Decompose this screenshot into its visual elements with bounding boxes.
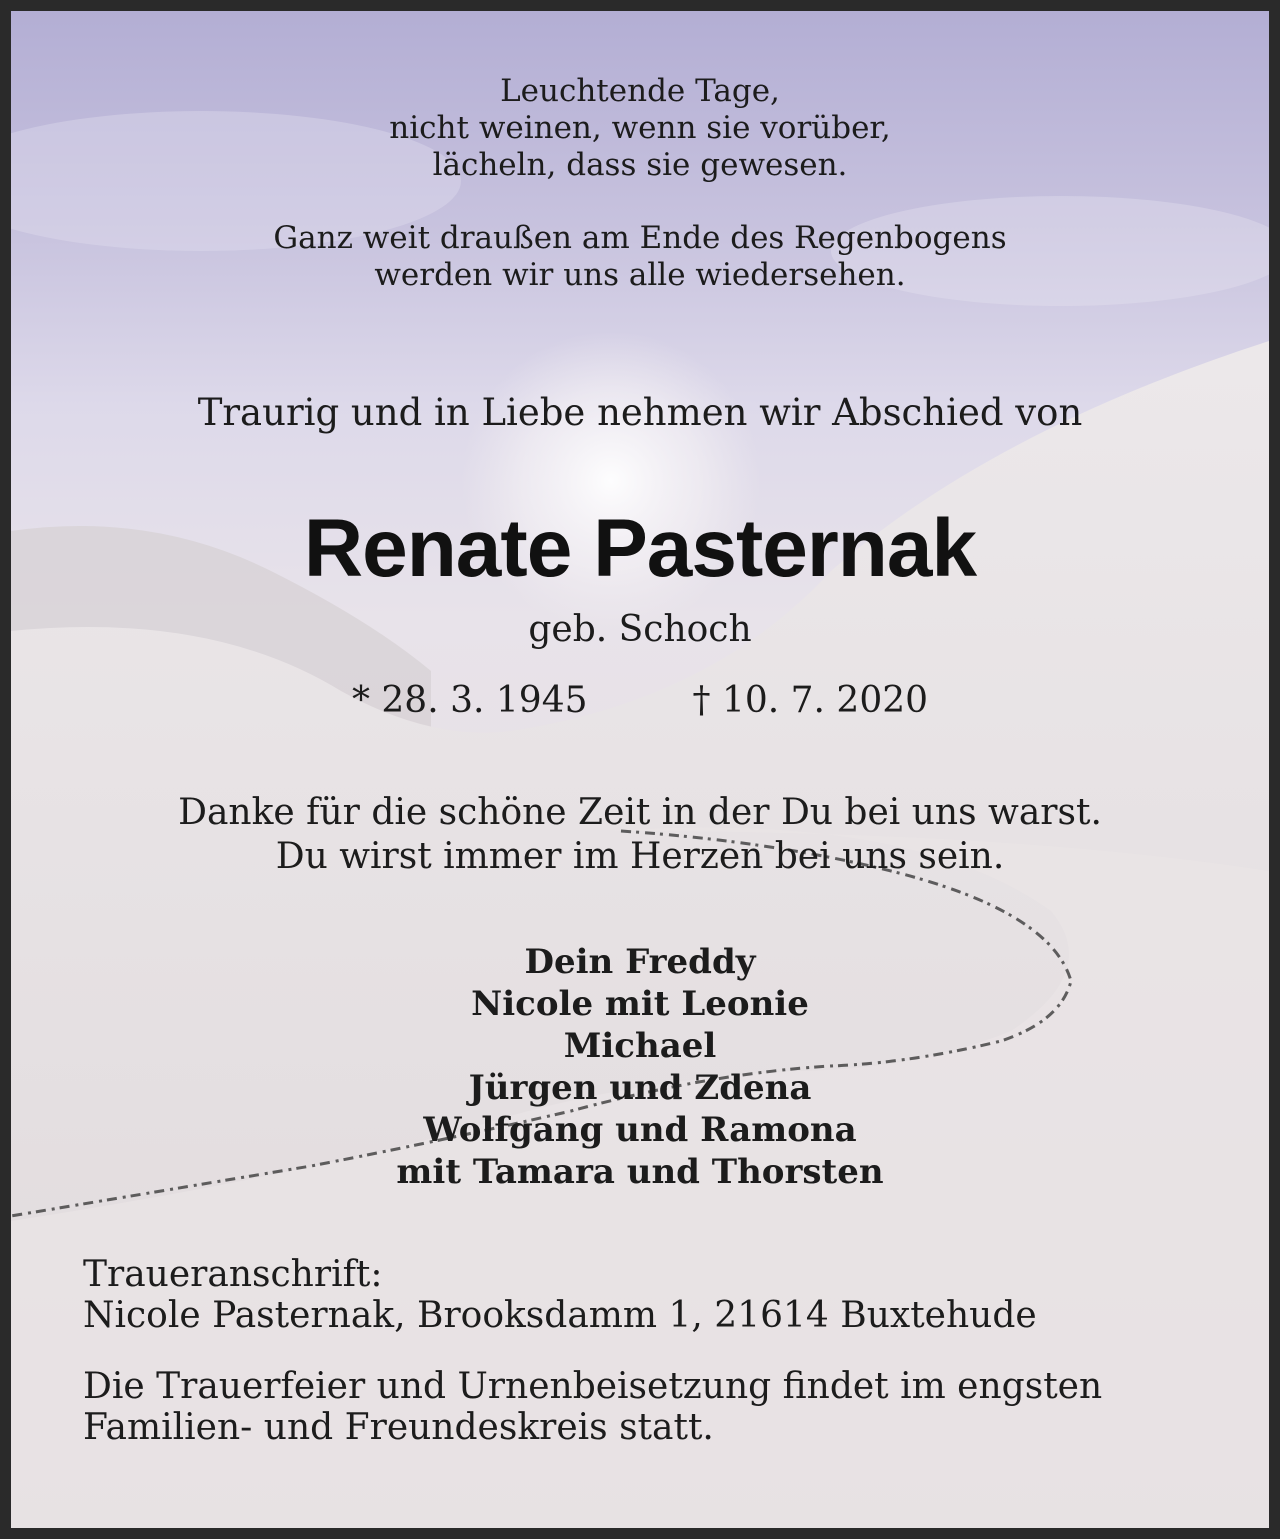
family-member: mit Tamara und Thorsten (396, 1152, 884, 1192)
family-member: Dein Freddy (524, 942, 756, 982)
poem (11, 73, 1269, 294)
farewell-intro: Traurig und in Liebe nehmen wir Abschied von (197, 391, 1083, 434)
life-dates (11, 679, 1269, 723)
obituary-notice (11, 11, 1269, 1528)
poem-line: Leuchtende Tage, (500, 73, 780, 109)
poem-line: nicht weinen, wenn sie vorüber, (389, 110, 891, 146)
address-line: Nicole Pasternak, Brooksdamm 1, 21614 Buxtehude (83, 1295, 1037, 1336)
ceremony-line: Die Trauerfeier und Urnenbeisetzung findet im engsten (83, 1366, 1103, 1407)
poem-line: lächeln, dass sie gewesen. (432, 147, 848, 183)
death-date: † 10. 7. 2020 (692, 680, 929, 721)
family-member: Michael (563, 1026, 717, 1066)
ceremony-note (83, 1366, 1233, 1448)
family-member: Nicole mit Leonie (471, 984, 809, 1024)
thanks-line: Danke für die schöne Zeit in der Du bei uns warst. (178, 792, 1102, 833)
deceased-name: Renate Pasternak (303, 503, 977, 594)
poem-line: werden wir uns alle wiedersehen. (374, 257, 906, 293)
address-label: Traueranschrift: (83, 1254, 383, 1295)
mourning-address (83, 1254, 1233, 1336)
birth-name: geb. Schoch (528, 609, 752, 650)
birth-date: * 28. 3. 1945 (351, 680, 588, 721)
family-signatures (11, 941, 1269, 1193)
thanks-line: Du wirst immer im Herzen bei uns sein. (275, 836, 1005, 877)
family-member: Wolfgang und Ramona (423, 1110, 857, 1150)
poem-line: Ganz weit draußen am Ende des Regenbogens (273, 220, 1007, 256)
thanks-text (11, 791, 1269, 879)
family-member: Jürgen und Zdena (468, 1068, 812, 1108)
ceremony-line: Familien- und Freundeskreis statt. (83, 1407, 714, 1448)
